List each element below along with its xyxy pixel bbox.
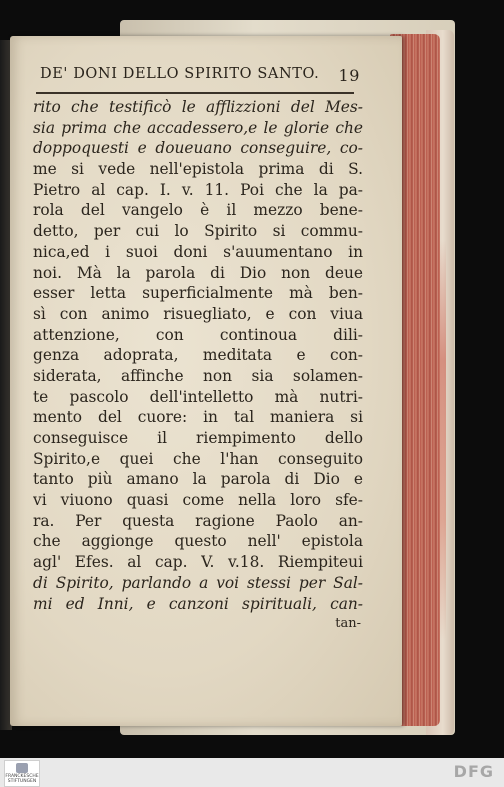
text-line: vi viuono quasi come nella loro sfe- — [33, 491, 363, 510]
text-line: conseguisce il riempimento dello — [33, 429, 363, 447]
running-head — [40, 66, 360, 88]
text-line: rola del vangelo è il mezzo bene- — [33, 201, 363, 220]
text-line: noi. Mà la parola di Dio non deue — [33, 263, 363, 282]
text-line: siderata, affinche non sia solamen- — [33, 366, 363, 385]
text-line: mento del cuore: in tal maniera si — [33, 408, 363, 427]
text-line: che aggionge questo nell' epistola — [33, 532, 363, 551]
text-line: genza adoprata, meditata e con- — [33, 346, 363, 365]
text-line: nica,ed i suoi doni s'auumentano in — [33, 242, 363, 261]
text-line: di Spirito, parlando a voi stessi per Sal- — [33, 573, 363, 592]
library-logo-text: FRANCKESCHE STIFTUNGEN — [5, 774, 39, 784]
text-line: sì con animo risuegliato, e con viua — [33, 304, 363, 323]
text-line: ra. Per questa ragione Paolo an- — [33, 511, 363, 530]
dfg-logo[interactable]: DFG — [453, 762, 494, 781]
running-head-title: DE' DONI DELLO SPIRITO SANTO. — [40, 66, 320, 82]
library-logo[interactable] — [4, 760, 40, 787]
text-line: tanto più amano la parola di Dio e — [33, 470, 363, 489]
text-line: me si vede nell'epistola prima di S. — [33, 160, 363, 179]
text-line: esser letta superficialmente mà ben- — [33, 284, 363, 303]
header-rule — [36, 92, 354, 94]
body-text — [33, 97, 363, 635]
catchword: tan- — [335, 616, 361, 632]
text-line: doppoquesti e doueuano conseguire, co- — [33, 139, 363, 158]
text-line: attenzione, con continoua dili- — [33, 325, 363, 344]
text-line: Spirito,e quei che l'han conseguito — [33, 449, 363, 468]
library-emblem-icon — [16, 763, 28, 773]
text-line: mi ed Inni, e canzoni spirituali, can- — [33, 594, 363, 613]
text-line: sia prima che accadessero,e le glorie che — [33, 118, 363, 137]
text-line: te pascolo dell'intelletto mà nutri- — [33, 387, 363, 406]
page-number: 19 — [338, 66, 360, 85]
text-line: detto, per cui lo Spirito si commu- — [33, 222, 363, 241]
viewer-footer — [0, 758, 504, 787]
text-line: rito che testificò le afflizzioni del Mes- — [33, 98, 363, 116]
text-line: Pietro al cap. I. v. 11. Poi che la pa- — [33, 180, 363, 199]
text-line: agl' Efes. al cap. V. v.18. Riempiteui — [33, 553, 363, 572]
